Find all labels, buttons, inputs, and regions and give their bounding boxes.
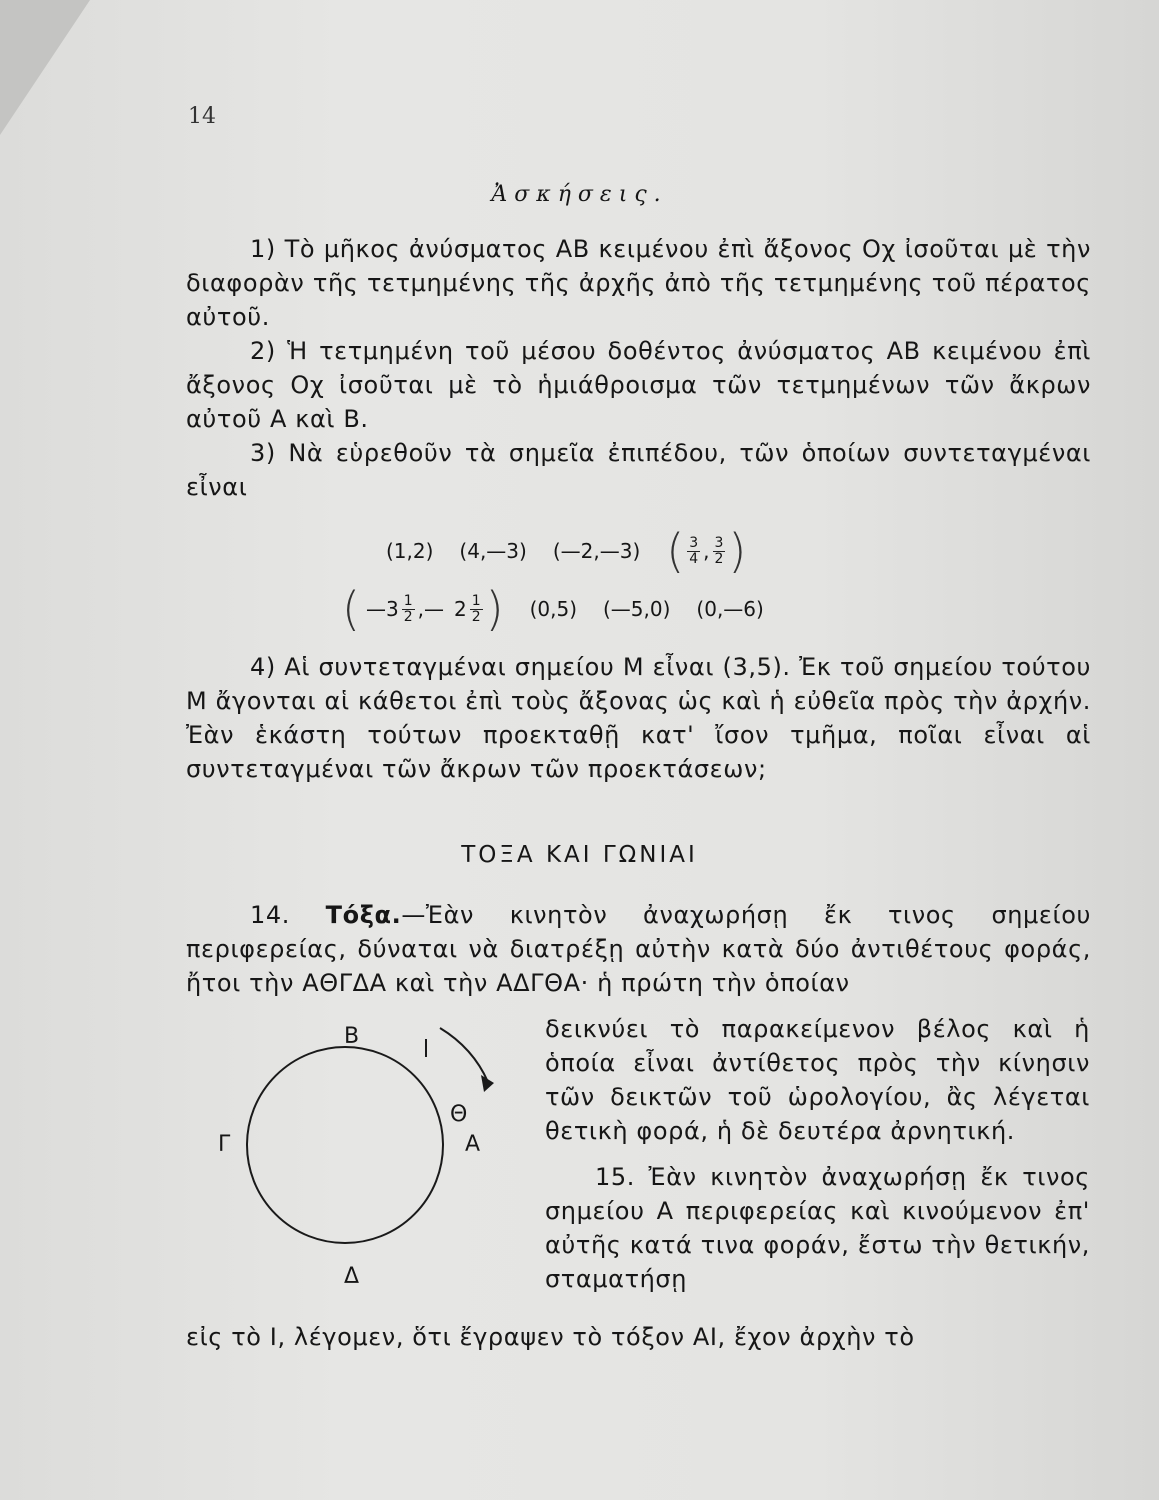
section-14-term: Τόξα. [325,901,402,929]
arc-arrow-shaft [440,1028,488,1082]
section-14-intro [186,898,1091,1000]
exercises-block [186,232,1091,504]
paren-close: ) [485,582,504,636]
separator: ,— [417,597,444,621]
fraction [402,594,415,625]
section-15-text: 15. Ἐὰν κινητὸν ἀναχωρήσῃ ἔκ τινος σημείου Α περιφερείας καὶ κινούμενον ἐπ' αὐτῆς κατά τινα φοράν, ἔστω τὴν θετικήν, σταματήσῃ [545,1163,1090,1293]
comma: , [703,539,710,563]
right-text-column [545,1012,1090,1296]
frac-num: 1 [471,592,481,609]
point-5 [342,582,504,636]
section-14-text: —Ἐὰν κινητὸν ἀναχωρήσῃ ἔκ τινος σημείου περιφερείας, δύναται νὰ διατρέξῃ αὐτὴν κατὰ δύο ἀντιθέτους φοράς, ἤτοι τὴν ΑΘΓΔΑ καὶ τὴν ΑΔΓΘΑ· ἡ πρώτη τὴν ὁποίαν [186,901,1091,997]
folded-corner [0,0,90,135]
point-4 [666,524,747,578]
point-1: (1,2) [386,539,434,563]
exercise-1: 1) Τὸ μῆκος ἀνύσματος ΑΒ κειμένου ἐπὶ ἄξονος Οχ ἰσοῦται μὲ τὴν διαφορὰν τῆς τετμημένης τῆς ἀρχῆς ἀπὸ τῆς τετμημένης τοῦ πέρατος αὐτοῦ. [186,235,1091,331]
point-7: (—5,0) [603,597,671,621]
fraction [687,536,700,567]
frac-den: 2 [403,608,413,625]
points-row-1 [386,524,772,578]
paren-open: ( [342,582,360,636]
point-2: (4,—3) [459,539,527,563]
section-15-last-line: εἰς τὸ Ι, λέγομεν, ὅτι ἔγραψεν τὸ τόξον ΑΙ, ἔχον ἀρχὴν τὸ [186,1323,915,1351]
frac-den: 4 [689,550,699,567]
label-Theta: Θ [450,1102,468,1127]
frac-num: 3 [689,534,699,551]
points-row-2 [342,582,790,636]
exercises-heading: Ἀσκήσεις. [491,182,668,207]
exercise-2: 2) Ἡ τετμημένη τοῦ μέσου δοθέντος ἀνύσματος ΑΒ κειμένου ἐπὶ ἄξονος Οχ ἰσοῦται μὲ τὸ ἡμιάθροισμα τῶν τετμημένων τῶν ἄκρων αὐτοῦ Α καὶ Β. [186,337,1091,433]
section-14-number: 14. [250,901,290,929]
label-A: Α [465,1132,481,1157]
circle-diagram [188,1012,518,1302]
label-Gamma: Γ [218,1132,231,1157]
exercise-3: 3) Νὰ εὑρεθοῦν τὰ σημεῖα ἐπιπέδου, τῶν ὁποίων συντεταγμέναι εἶναι [186,439,1091,501]
section-title: ΤΟΞΑ ΚΑΙ ΓΩΝΙΑΙ [461,842,698,868]
circle-svg [188,1012,518,1302]
point-6: (0,5) [529,597,577,621]
frac-num: 3 [714,534,724,551]
circle [247,1047,443,1243]
section-14-continued: δεικνύει τὸ παρακείμενον βέλος καὶ ἡ ὁποία εἶναι ἀντίθετος πρὸς τὴν κίνησιν τῶν δεικτῶν τοῦ ὡρολογίου, ἂς λέγεται θετικὴ φορά, ἡ δὲ δευτέρα ἀρνητική. [545,1015,1090,1145]
label-B: Β [344,1024,360,1049]
mixed-whole: —3 [365,597,399,621]
page-number: 14 [188,104,216,129]
frac-den: 2 [471,608,481,625]
point-8: (0,—6) [696,597,764,621]
frac-den: 2 [714,550,724,567]
paren-close: ) [728,524,747,578]
exercise-4: 4) Αἱ συντεταγμέναι σημείου Μ εἶναι (3,5). Ἐκ τοῦ σημείου τούτου Μ ἄγονται αἱ κάθετοι ἐπὶ τοὺς ἄξονας ὡς καὶ ἡ εὐθεῖα πρὸς τὴν ἀρχήν. Ἐὰν ἑκάστη τούτων προεκταθῇ κατ' ἴσον τμῆμα, ποῖαι εἶναι αἱ συντεταγμέναι τῶν ἄκρων τῶν προεκτάσεων; [186,653,1091,783]
frac-num: 1 [403,592,413,609]
fraction [470,594,483,625]
exercise-4-block [186,650,1091,786]
paren-open: ( [666,524,685,578]
mixed-whole: 2 [453,597,467,621]
arrow-head-icon [481,1075,494,1092]
label-Delta: Δ [344,1264,360,1289]
fraction [713,536,726,567]
point-3: (—2,—3) [552,539,641,563]
